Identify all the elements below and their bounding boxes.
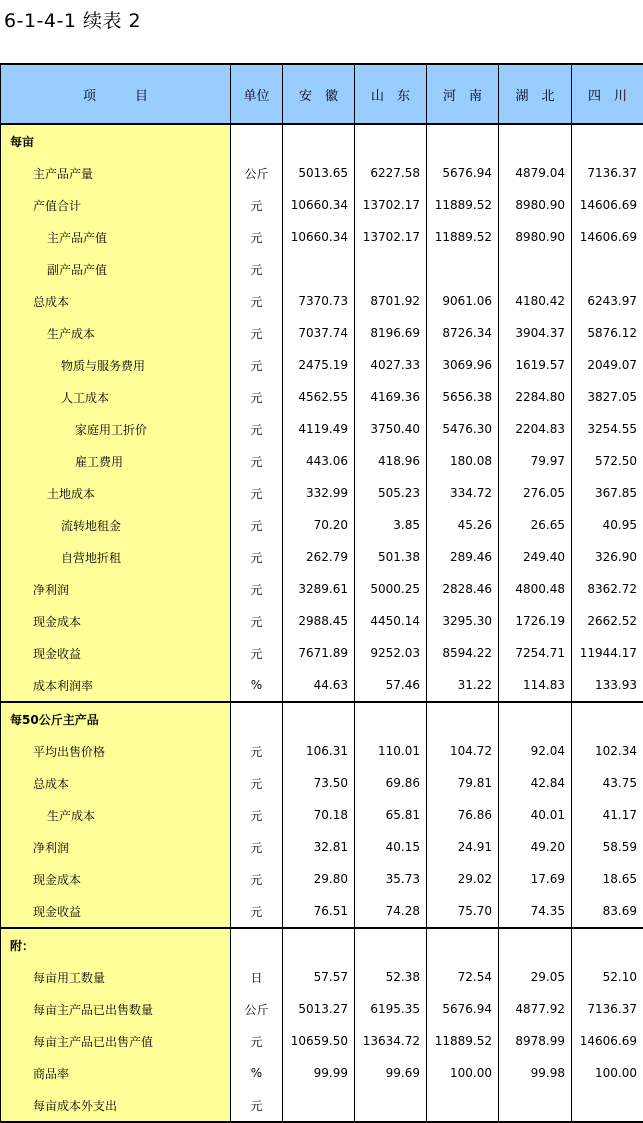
row-unit: 元 [231,381,283,413]
value-cell: 110.01 [355,735,427,767]
value-cell [427,702,499,735]
value-cell: 8701.92 [355,285,427,317]
value-cell: 74.28 [355,895,427,928]
value-cell: 79.81 [427,767,499,799]
value-cell [355,928,427,961]
row-label: 现金收益 [1,895,231,928]
table-row [1,349,643,381]
row-label: 产值合计 [1,189,231,221]
value-cell: 7037.74 [283,317,355,349]
row-unit: 元 [231,863,283,895]
value-cell: 18.65 [572,863,643,895]
row-unit: 元 [231,573,283,605]
row-label: 物质与服务费用 [1,349,231,381]
value-cell: 70.20 [283,509,355,541]
value-cell: 29.02 [427,863,499,895]
data-table [0,63,643,1123]
row-unit: 元 [231,253,283,285]
value-cell: 4800.48 [499,573,572,605]
value-cell: 102.34 [572,735,643,767]
value-cell: 32.81 [283,831,355,863]
value-cell: 501.38 [355,541,427,573]
value-cell: 505.23 [355,477,427,509]
value-cell [355,124,427,157]
value-cell: 13702.17 [355,189,427,221]
page-title: 6-1-4-1 续表 2 [4,6,141,33]
value-cell: 70.18 [283,799,355,831]
value-cell: 4450.14 [355,605,427,637]
row-unit: 元 [231,477,283,509]
row-label: 净利润 [1,573,231,605]
table-row [1,413,643,445]
value-cell: 249.40 [499,541,572,573]
value-cell: 31.22 [427,669,499,702]
value-cell: 45.26 [427,509,499,541]
value-cell [283,124,355,157]
value-cell: 10660.34 [283,189,355,221]
value-cell: 2284.80 [499,381,572,413]
value-cell: 6243.97 [572,285,643,317]
table-row [1,961,643,993]
row-unit: 元 [231,221,283,253]
row-unit: 元 [231,799,283,831]
value-cell: 5676.94 [427,157,499,189]
value-cell: 9252.03 [355,637,427,669]
value-cell: 262.79 [283,541,355,573]
value-cell [427,928,499,961]
value-cell: 4027.33 [355,349,427,381]
value-cell: 332.99 [283,477,355,509]
value-cell: 11889.52 [427,1025,499,1057]
value-cell [427,253,499,285]
value-cell: 11889.52 [427,189,499,221]
value-cell [355,253,427,285]
table-row [1,605,643,637]
value-cell: 29.80 [283,863,355,895]
table-row [1,189,643,221]
row-unit: 元 [231,1089,283,1122]
row-unit: 元 [231,445,283,477]
value-cell: 8980.90 [499,221,572,253]
value-cell [283,253,355,285]
value-cell: 334.72 [427,477,499,509]
value-cell: 276.05 [499,477,572,509]
row-label: 每亩用工数量 [1,961,231,993]
value-cell: 572.50 [572,445,643,477]
value-cell [283,928,355,961]
header-row [1,64,643,124]
value-cell [355,702,427,735]
value-cell: 13702.17 [355,221,427,253]
value-cell [572,702,643,735]
value-cell: 3289.61 [283,573,355,605]
row-label: 人工成本 [1,381,231,413]
row-unit: % [231,1057,283,1089]
value-cell: 4169.36 [355,381,427,413]
value-cell: 2828.46 [427,573,499,605]
value-cell: 5013.65 [283,157,355,189]
value-cell [572,124,643,157]
value-cell: 92.04 [499,735,572,767]
row-label: 总成本 [1,767,231,799]
row-label: 流转地租金 [1,509,231,541]
value-cell: 3295.30 [427,605,499,637]
value-cell: 3254.55 [572,413,643,445]
table-row [1,895,643,928]
row-unit: 元 [231,831,283,863]
value-cell [499,253,572,285]
value-cell: 5656.38 [427,381,499,413]
row-label: 生产成本 [1,317,231,349]
table-row [1,445,643,477]
value-cell: 3069.96 [427,349,499,381]
value-cell [499,124,572,157]
table-row [1,1025,643,1057]
value-cell: 44.63 [283,669,355,702]
header-hubei: 湖 北 [499,64,572,124]
row-label: 平均出售价格 [1,735,231,767]
value-cell: 5013.27 [283,993,355,1025]
value-cell: 3904.37 [499,317,572,349]
value-cell: 4119.49 [283,413,355,445]
value-cell: 8196.69 [355,317,427,349]
row-unit: 公斤 [231,157,283,189]
row-label: 每亩主产品已出售产值 [1,1025,231,1057]
row-label: 总成本 [1,285,231,317]
row-unit: 日 [231,961,283,993]
value-cell: 2988.45 [283,605,355,637]
value-cell: 5676.94 [427,993,499,1025]
value-cell: 100.00 [572,1057,643,1089]
value-cell [572,253,643,285]
row-unit: 公斤 [231,993,283,1025]
value-cell: 52.10 [572,961,643,993]
value-cell: 99.98 [499,1057,572,1089]
section-row [1,928,643,961]
value-cell: 11944.17 [572,637,643,669]
value-cell: 14606.69 [572,1025,643,1057]
value-cell: 41.17 [572,799,643,831]
table-row [1,477,643,509]
value-cell [283,702,355,735]
value-cell: 114.83 [499,669,572,702]
table-row [1,1089,643,1122]
value-cell: 24.91 [427,831,499,863]
value-cell: 35.73 [355,863,427,895]
table-row [1,253,643,285]
value-cell: 57.57 [283,961,355,993]
value-cell: 57.46 [355,669,427,702]
value-cell: 10659.50 [283,1025,355,1057]
value-cell: 76.51 [283,895,355,928]
row-unit [231,124,283,157]
value-cell: 3750.40 [355,413,427,445]
row-unit: 元 [231,735,283,767]
value-cell: 133.93 [572,669,643,702]
table-row [1,509,643,541]
value-cell [499,1089,572,1122]
value-cell: 1619.57 [499,349,572,381]
header-anhui: 安 徽 [283,64,355,124]
value-cell: 83.69 [572,895,643,928]
value-cell: 40.95 [572,509,643,541]
row-label: 现金成本 [1,605,231,637]
value-cell: 326.90 [572,541,643,573]
table-row [1,285,643,317]
value-cell: 52.38 [355,961,427,993]
value-cell: 4877.92 [499,993,572,1025]
value-cell: 2204.83 [499,413,572,445]
value-cell: 72.54 [427,961,499,993]
header-sichuan: 四 川 [572,64,643,124]
value-cell: 4180.42 [499,285,572,317]
value-cell: 367.85 [572,477,643,509]
table-row [1,993,643,1025]
value-cell: 8978.99 [499,1025,572,1057]
row-label: 副产品产值 [1,253,231,285]
row-unit [231,702,283,735]
value-cell: 14606.69 [572,189,643,221]
value-cell: 69.86 [355,767,427,799]
value-cell [499,928,572,961]
row-label: 主产品产值 [1,221,231,253]
row-unit: 元 [231,317,283,349]
value-cell: 99.99 [283,1057,355,1089]
value-cell: 79.97 [499,445,572,477]
table-row [1,317,643,349]
row-unit: 元 [231,413,283,445]
value-cell: 106.31 [283,735,355,767]
row-unit: 元 [231,285,283,317]
section-row [1,124,643,157]
table-row [1,381,643,413]
value-cell: 9061.06 [427,285,499,317]
row-unit: 元 [231,509,283,541]
row-label: 商品率 [1,1057,231,1089]
value-cell [283,1089,355,1122]
value-cell: 40.01 [499,799,572,831]
value-cell: 6227.58 [355,157,427,189]
value-cell: 58.59 [572,831,643,863]
value-cell: 443.06 [283,445,355,477]
row-unit [231,928,283,961]
value-cell: 13634.72 [355,1025,427,1057]
row-unit: 元 [231,605,283,637]
header-henan: 河 南 [427,64,499,124]
row-unit: 元 [231,895,283,928]
row-label: 生产成本 [1,799,231,831]
header-shandong: 山 东 [355,64,427,124]
value-cell: 104.72 [427,735,499,767]
value-cell [572,928,643,961]
value-cell [427,124,499,157]
value-cell: 7370.73 [283,285,355,317]
row-label: 主产品产量 [1,157,231,189]
row-label: 每亩主产品已出售数量 [1,993,231,1025]
value-cell: 2662.52 [572,605,643,637]
row-unit: 元 [231,1025,283,1057]
table-row [1,541,643,573]
value-cell: 180.08 [427,445,499,477]
value-cell: 49.20 [499,831,572,863]
value-cell: 29.05 [499,961,572,993]
value-cell: 4879.04 [499,157,572,189]
value-cell: 10660.34 [283,221,355,253]
value-cell: 43.75 [572,767,643,799]
table-row [1,637,643,669]
header-unit: 单位 [231,64,283,124]
value-cell: 8726.34 [427,317,499,349]
value-cell [572,1089,643,1122]
row-label: 净利润 [1,831,231,863]
table-row [1,735,643,767]
row-label: 雇工费用 [1,445,231,477]
value-cell: 8980.90 [499,189,572,221]
row-unit: % [231,669,283,702]
table-row [1,669,643,702]
row-label: 现金成本 [1,863,231,895]
row-label: 现金收益 [1,637,231,669]
row-label: 附： [1,928,231,961]
value-cell: 17.69 [499,863,572,895]
value-cell: 3827.05 [572,381,643,413]
value-cell: 7671.89 [283,637,355,669]
value-cell: 418.96 [355,445,427,477]
row-label: 家庭用工折价 [1,413,231,445]
row-unit: 元 [231,767,283,799]
row-unit: 元 [231,189,283,221]
value-cell: 7136.37 [572,993,643,1025]
value-cell: 42.84 [499,767,572,799]
row-label: 土地成本 [1,477,231,509]
section-row [1,702,643,735]
value-cell: 14606.69 [572,221,643,253]
value-cell [427,1089,499,1122]
value-cell: 5000.25 [355,573,427,605]
value-cell: 4562.55 [283,381,355,413]
value-cell: 5876.12 [572,317,643,349]
value-cell: 73.50 [283,767,355,799]
row-label: 每亩成本外支出 [1,1089,231,1122]
table-row [1,831,643,863]
value-cell [355,1089,427,1122]
table-row [1,1057,643,1089]
table-row [1,221,643,253]
row-label: 每50公斤主产品 [1,702,231,735]
value-cell: 7254.71 [499,637,572,669]
value-cell: 76.86 [427,799,499,831]
row-label: 每亩 [1,124,231,157]
value-cell: 65.81 [355,799,427,831]
table-row [1,863,643,895]
value-cell: 6195.35 [355,993,427,1025]
value-cell: 8594.22 [427,637,499,669]
value-cell: 5476.30 [427,413,499,445]
table-row [1,799,643,831]
table-row [1,573,643,605]
table-row [1,767,643,799]
header-item: 项 目 [1,64,231,124]
value-cell: 40.15 [355,831,427,863]
value-cell [499,702,572,735]
value-cell: 11889.52 [427,221,499,253]
value-cell: 2049.07 [572,349,643,381]
value-cell: 289.46 [427,541,499,573]
value-cell: 26.65 [499,509,572,541]
value-cell: 1726.19 [499,605,572,637]
value-cell: 8362.72 [572,573,643,605]
value-cell: 3.85 [355,509,427,541]
value-cell: 99.69 [355,1057,427,1089]
row-unit: 元 [231,349,283,381]
value-cell: 75.70 [427,895,499,928]
row-label: 自营地折租 [1,541,231,573]
row-unit: 元 [231,637,283,669]
row-label: 成本利润率 [1,669,231,702]
value-cell: 100.00 [427,1057,499,1089]
value-cell: 74.35 [499,895,572,928]
row-unit: 元 [231,541,283,573]
table-row [1,157,643,189]
value-cell: 2475.19 [283,349,355,381]
value-cell: 7136.37 [572,157,643,189]
